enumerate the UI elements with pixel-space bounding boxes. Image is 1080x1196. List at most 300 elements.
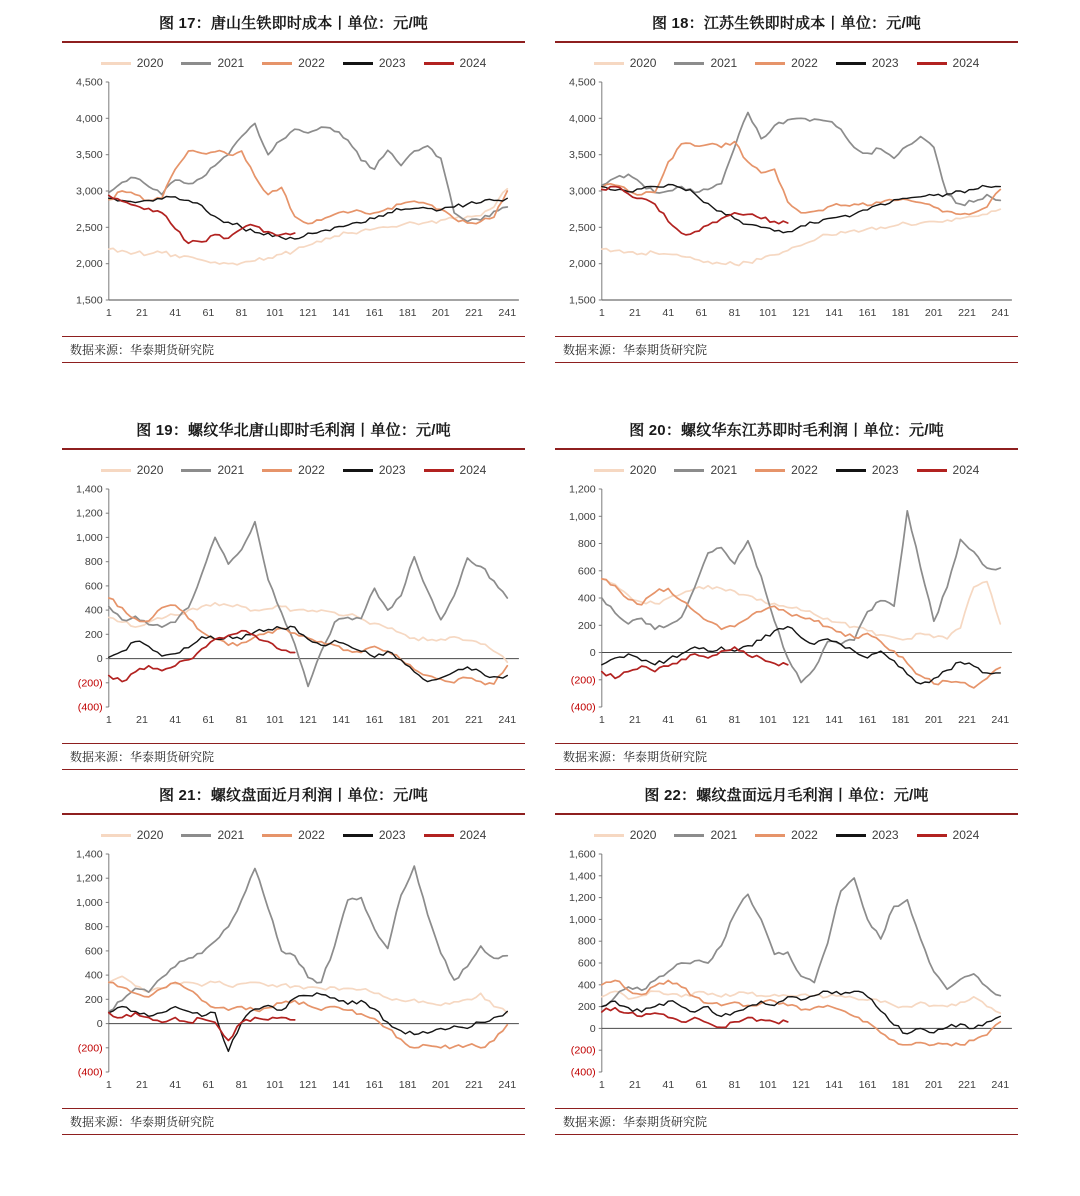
legend-item-2022 [755, 56, 818, 70]
svg-text:181: 181 [891, 714, 910, 726]
svg-text:2,500: 2,500 [568, 221, 596, 234]
svg-text:41: 41 [662, 714, 675, 726]
svg-text:101: 101 [265, 1079, 284, 1091]
svg-text:221: 221 [465, 714, 483, 726]
line-chart [555, 479, 1018, 731]
svg-text:1,000: 1,000 [568, 510, 596, 523]
chart-title: 图 17：唐山生铁即时成本丨单位：元/吨 [158, 15, 429, 32]
svg-text:200: 200 [577, 1001, 596, 1014]
svg-text:(400): (400) [77, 701, 103, 714]
chart-legend [555, 56, 1018, 70]
svg-text:221: 221 [465, 307, 483, 319]
series-line-2023 [109, 993, 507, 1052]
svg-text:161: 161 [365, 307, 384, 319]
svg-text:121: 121 [299, 714, 317, 726]
series-line-2020 [602, 209, 1000, 265]
chart-title: 图 22：螺纹盘面远月毛利润丨单位：元/吨 [644, 787, 929, 804]
svg-text:101: 101 [265, 714, 284, 726]
legend-swatch-2022 [755, 834, 785, 837]
legend-swatch-2023 [836, 62, 866, 65]
svg-text:1: 1 [105, 307, 112, 319]
legend-swatch-2021 [674, 62, 704, 65]
svg-text:21: 21 [629, 1079, 641, 1091]
legend-swatch-2020 [594, 62, 624, 65]
data-source-label: 数据来源：华泰期货研究院 [563, 1115, 708, 1129]
series-line-2022 [602, 980, 1000, 1045]
legend-item-2024 [424, 56, 487, 70]
svg-text:4,000: 4,000 [75, 112, 103, 125]
legend-label: 2021 [217, 56, 245, 70]
legend-label: 2022 [298, 828, 325, 842]
legend-swatch-2020 [594, 834, 624, 837]
legend-swatch-2022 [262, 62, 292, 65]
title-divider [62, 813, 525, 815]
legend-swatch-2024 [917, 469, 947, 472]
svg-text:1: 1 [105, 714, 112, 726]
svg-text:1,000: 1,000 [568, 913, 596, 926]
legend-label: 2021 [710, 56, 738, 70]
legend-item-2020 [101, 56, 164, 70]
legend-label: 2023 [871, 463, 899, 477]
x-axis-labels [106, 714, 516, 726]
svg-text:800: 800 [84, 556, 103, 569]
series-line-2020 [109, 976, 507, 1012]
line-chart [62, 72, 525, 324]
legend-item-2021 [674, 463, 737, 477]
legend-item-2023 [836, 56, 899, 70]
svg-text:21: 21 [136, 307, 148, 319]
legend-swatch-2024 [424, 62, 454, 65]
series-lines [109, 522, 507, 687]
svg-text:400: 400 [84, 969, 103, 982]
legend-swatch-2022 [755, 62, 785, 65]
legend-label: 2022 [791, 463, 818, 477]
legend-item-2023 [836, 463, 899, 477]
svg-text:41: 41 [662, 307, 675, 319]
svg-text:2,000: 2,000 [75, 258, 103, 271]
legend-swatch-2021 [181, 469, 211, 472]
legend-label: 2022 [791, 828, 818, 842]
svg-text:3,500: 3,500 [75, 149, 103, 162]
series-lines [602, 113, 1000, 266]
series-line-2024 [109, 631, 295, 682]
svg-text:1,000: 1,000 [75, 531, 103, 544]
svg-text:241: 241 [498, 1079, 517, 1091]
y-axis [76, 484, 109, 714]
svg-text:(200): (200) [77, 677, 103, 690]
legend-item-2023 [343, 828, 406, 842]
svg-text:141: 141 [825, 307, 844, 319]
svg-text:800: 800 [84, 921, 103, 934]
svg-text:4,500: 4,500 [568, 76, 596, 89]
svg-text:2,000: 2,000 [568, 258, 596, 271]
legend-swatch-2023 [343, 834, 373, 837]
svg-text:61: 61 [202, 714, 215, 726]
svg-text:241: 241 [991, 1079, 1010, 1091]
legend-swatch-2022 [755, 469, 785, 472]
svg-text:101: 101 [758, 307, 777, 319]
svg-text:1,400: 1,400 [75, 483, 103, 496]
x-axis-labels [599, 714, 1009, 726]
legend-swatch-2020 [101, 834, 131, 837]
svg-text:1: 1 [598, 714, 605, 726]
svg-text:141: 141 [825, 714, 844, 726]
figure-22 [555, 784, 1018, 1135]
svg-text:(200): (200) [570, 1044, 596, 1057]
chart-title: 图 21：螺纹盘面近月利润丨单位：元/吨 [158, 787, 429, 804]
svg-text:161: 161 [858, 1079, 877, 1091]
svg-text:(200): (200) [570, 674, 596, 687]
svg-text:201: 201 [924, 307, 943, 319]
svg-text:600: 600 [577, 957, 596, 970]
svg-text:4,500: 4,500 [75, 76, 103, 89]
svg-text:181: 181 [891, 307, 910, 319]
legend-label: 2024 [459, 828, 487, 842]
legend-item-2021 [674, 56, 737, 70]
svg-text:1: 1 [598, 1079, 605, 1091]
series-line-2024 [602, 647, 788, 678]
svg-text:(400): (400) [570, 1066, 596, 1079]
source-block [62, 1108, 525, 1135]
chart-legend [555, 828, 1018, 842]
data-source-label: 数据来源：华泰期货研究院 [70, 1115, 215, 1129]
legend-label: 2023 [378, 56, 406, 70]
legend-item-2021 [181, 463, 244, 477]
svg-text:(400): (400) [570, 701, 596, 714]
chart-row-1 [62, 12, 1018, 363]
svg-text:61: 61 [695, 1079, 708, 1091]
chart-title: 图 18：江苏生铁即时成本丨单位：元/吨 [651, 15, 922, 32]
legend-swatch-2024 [424, 469, 454, 472]
legend-item-2020 [594, 828, 657, 842]
svg-text:(400): (400) [77, 1066, 103, 1079]
series-line-2021 [602, 878, 1000, 1007]
series-line-2022 [109, 982, 507, 1048]
figure-17 [62, 12, 525, 363]
series-line-2022 [602, 579, 1000, 688]
title-divider [62, 41, 525, 43]
legend-item-2024 [917, 463, 980, 477]
legend-label: 2023 [871, 828, 899, 842]
series-line-2020 [109, 603, 507, 662]
legend-swatch-2022 [262, 834, 292, 837]
legend-label: 2023 [871, 56, 899, 70]
legend-label: 2022 [298, 463, 325, 477]
legend-label: 2020 [629, 828, 657, 842]
svg-text:1,400: 1,400 [75, 848, 103, 861]
svg-text:101: 101 [758, 1079, 777, 1091]
svg-text:201: 201 [431, 307, 450, 319]
svg-text:241: 241 [498, 714, 517, 726]
svg-text:241: 241 [498, 307, 517, 319]
svg-text:1,200: 1,200 [568, 892, 596, 905]
svg-text:61: 61 [695, 714, 708, 726]
svg-text:221: 221 [958, 714, 976, 726]
title-divider [555, 813, 1018, 815]
y-axis [569, 484, 602, 714]
x-axis-labels [599, 1079, 1009, 1091]
svg-text:221: 221 [465, 1079, 483, 1091]
svg-text:141: 141 [332, 714, 351, 726]
chart-legend [62, 56, 525, 70]
svg-text:600: 600 [577, 565, 596, 578]
legend-item-2024 [424, 828, 487, 842]
svg-text:141: 141 [825, 1079, 844, 1091]
svg-text:41: 41 [662, 1079, 675, 1091]
source-block [62, 743, 525, 770]
legend-swatch-2021 [674, 834, 704, 837]
source-block [62, 336, 525, 363]
svg-text:400: 400 [577, 592, 596, 605]
legend-swatch-2023 [836, 834, 866, 837]
svg-text:81: 81 [728, 714, 741, 726]
legend-item-2024 [424, 463, 487, 477]
legend-swatch-2020 [594, 469, 624, 472]
svg-text:600: 600 [84, 580, 103, 593]
svg-text:81: 81 [728, 1079, 741, 1091]
svg-text:800: 800 [577, 538, 596, 550]
legend-swatch-2021 [181, 62, 211, 65]
source-block [555, 743, 1018, 770]
svg-text:221: 221 [958, 1079, 976, 1091]
svg-text:0: 0 [96, 653, 103, 666]
svg-text:41: 41 [169, 714, 182, 726]
series-line-2021 [109, 866, 507, 1011]
line-chart [555, 72, 1018, 324]
svg-text:1,600: 1,600 [568, 848, 596, 861]
legend-swatch-2023 [343, 62, 373, 65]
x-axis-labels [599, 307, 1009, 319]
svg-text:1,200: 1,200 [75, 872, 103, 885]
data-source-label: 数据来源：华泰期货研究院 [563, 750, 708, 764]
svg-text:21: 21 [629, 307, 641, 319]
y-axis [569, 849, 602, 1079]
svg-text:241: 241 [991, 307, 1010, 319]
y-axis [569, 77, 602, 307]
svg-text:161: 161 [365, 1079, 384, 1091]
legend-item-2021 [674, 828, 737, 842]
legend-label: 2020 [136, 56, 164, 70]
svg-text:161: 161 [365, 714, 384, 726]
svg-text:1,200: 1,200 [75, 507, 103, 520]
legend-item-2021 [181, 828, 244, 842]
svg-text:201: 201 [431, 714, 450, 726]
series-lines [109, 123, 507, 264]
legend-label: 2021 [217, 828, 245, 842]
legend-label: 2020 [136, 463, 164, 477]
legend-label: 2023 [378, 463, 406, 477]
title-divider [62, 448, 525, 450]
svg-text:2,500: 2,500 [75, 221, 103, 234]
legend-item-2020 [101, 463, 164, 477]
legend-swatch-2023 [836, 469, 866, 472]
svg-text:201: 201 [924, 1079, 943, 1091]
svg-text:21: 21 [629, 714, 641, 726]
legend-item-2024 [917, 828, 980, 842]
legend-swatch-2022 [262, 469, 292, 472]
legend-label: 2021 [217, 463, 245, 477]
svg-text:21: 21 [136, 1079, 148, 1091]
svg-text:3,000: 3,000 [568, 185, 596, 198]
svg-text:81: 81 [728, 307, 741, 319]
svg-text:181: 181 [398, 1079, 417, 1091]
legend-swatch-2024 [917, 834, 947, 837]
svg-text:81: 81 [235, 307, 248, 319]
source-block [555, 1108, 1018, 1135]
legend-item-2022 [262, 463, 325, 477]
legend-item-2020 [594, 463, 657, 477]
svg-text:81: 81 [235, 1079, 248, 1091]
svg-text:21: 21 [136, 714, 148, 726]
legend-item-2020 [101, 828, 164, 842]
x-axis-labels [106, 307, 516, 319]
y-axis [76, 849, 109, 1079]
svg-text:800: 800 [577, 935, 596, 948]
svg-text:201: 201 [924, 714, 943, 726]
legend-swatch-2020 [101, 469, 131, 472]
legend-label: 2024 [459, 56, 487, 70]
series-line-2021 [109, 522, 507, 687]
svg-text:61: 61 [695, 307, 708, 319]
svg-text:1,500: 1,500 [568, 294, 596, 307]
svg-text:0: 0 [589, 1022, 596, 1035]
svg-text:0: 0 [96, 1018, 103, 1031]
legend-label: 2024 [952, 463, 980, 477]
svg-text:(200): (200) [77, 1042, 103, 1055]
svg-text:1: 1 [598, 307, 605, 319]
legend-label: 2020 [136, 828, 164, 842]
series-line-2024 [602, 1008, 788, 1028]
source-block [555, 336, 1018, 363]
legend-item-2022 [262, 56, 325, 70]
svg-text:400: 400 [577, 979, 596, 992]
svg-text:221: 221 [958, 307, 976, 319]
svg-text:121: 121 [792, 307, 810, 319]
series-line-2020 [602, 579, 1000, 640]
title-divider [555, 448, 1018, 450]
series-line-2022 [602, 142, 1000, 215]
legend-swatch-2020 [101, 62, 131, 65]
legend-swatch-2021 [674, 469, 704, 472]
legend-label: 2024 [952, 828, 980, 842]
svg-text:4,000: 4,000 [568, 112, 596, 125]
legend-swatch-2023 [343, 469, 373, 472]
legend-item-2022 [755, 463, 818, 477]
legend-item-2024 [917, 56, 980, 70]
series-lines [602, 511, 1000, 688]
svg-text:41: 41 [169, 1079, 182, 1091]
chart-row-2 [62, 419, 1018, 770]
svg-text:200: 200 [577, 619, 596, 632]
series-line-2021 [602, 113, 1000, 206]
series-line-2021 [602, 511, 1000, 683]
title-divider [555, 41, 1018, 43]
figure-19 [62, 419, 525, 770]
x-axis-labels [106, 1079, 516, 1091]
svg-text:121: 121 [299, 307, 317, 319]
svg-text:600: 600 [84, 945, 103, 958]
series-line-2023 [602, 991, 1000, 1034]
legend-label: 2021 [710, 463, 738, 477]
series-line-2020 [109, 189, 507, 265]
svg-text:1: 1 [105, 1079, 112, 1091]
svg-text:200: 200 [84, 628, 103, 641]
legend-label: 2020 [629, 463, 657, 477]
legend-swatch-2024 [424, 834, 454, 837]
svg-text:41: 41 [169, 307, 182, 319]
svg-text:200: 200 [84, 993, 103, 1006]
legend-item-2023 [343, 463, 406, 477]
chart-row-3 [62, 784, 1018, 1135]
svg-text:121: 121 [792, 1079, 810, 1091]
svg-text:1,400: 1,400 [568, 870, 596, 883]
legend-label: 2022 [298, 56, 325, 70]
legend-label: 2022 [791, 56, 818, 70]
svg-text:3,500: 3,500 [568, 149, 596, 162]
series-line-2023 [602, 627, 1000, 684]
legend-label: 2020 [629, 56, 657, 70]
chart-title: 图 20：螺纹华东江苏即时毛利润丨单位：元/吨 [629, 422, 944, 439]
data-source-label: 数据来源：华泰期货研究院 [563, 343, 708, 357]
legend-item-2023 [343, 56, 406, 70]
svg-text:1,200: 1,200 [568, 483, 596, 496]
svg-text:3,000: 3,000 [75, 185, 103, 198]
svg-text:201: 201 [431, 1079, 450, 1091]
svg-text:1,000: 1,000 [75, 896, 103, 909]
svg-text:81: 81 [235, 714, 248, 726]
y-axis [76, 77, 109, 307]
legend-label: 2021 [710, 828, 738, 842]
svg-text:141: 141 [332, 307, 351, 319]
chart-legend [62, 463, 525, 477]
svg-text:181: 181 [891, 1079, 910, 1091]
chart-legend [555, 463, 1018, 477]
svg-text:400: 400 [84, 604, 103, 617]
series-line-2023 [109, 626, 507, 681]
line-chart [62, 844, 525, 1096]
svg-text:241: 241 [991, 714, 1010, 726]
svg-text:161: 161 [858, 714, 877, 726]
legend-label: 2023 [378, 828, 406, 842]
svg-text:101: 101 [265, 307, 284, 319]
figure-18 [555, 12, 1018, 363]
svg-text:61: 61 [202, 1079, 215, 1091]
legend-item-2022 [262, 828, 325, 842]
legend-item-2021 [181, 56, 244, 70]
legend-label: 2024 [952, 56, 980, 70]
svg-text:1,500: 1,500 [75, 294, 103, 307]
chart-title: 图 19：螺纹华北唐山即时毛利润丨单位：元/吨 [136, 422, 451, 439]
series-lines [602, 878, 1000, 1046]
svg-text:101: 101 [758, 714, 777, 726]
legend-item-2020 [594, 56, 657, 70]
data-source-label: 数据来源：华泰期货研究院 [70, 750, 215, 764]
svg-text:121: 121 [299, 1079, 317, 1091]
svg-text:161: 161 [858, 307, 877, 319]
legend-item-2022 [755, 828, 818, 842]
legend-swatch-2021 [181, 834, 211, 837]
svg-text:0: 0 [589, 647, 596, 659]
svg-text:61: 61 [202, 307, 215, 319]
svg-text:181: 181 [398, 307, 417, 319]
svg-text:121: 121 [792, 714, 810, 726]
svg-text:141: 141 [332, 1079, 351, 1091]
chart-legend [62, 828, 525, 842]
line-chart [555, 844, 1018, 1096]
legend-label: 2024 [459, 463, 487, 477]
data-source-label: 数据来源：华泰期货研究院 [70, 343, 215, 357]
line-chart [62, 479, 525, 731]
